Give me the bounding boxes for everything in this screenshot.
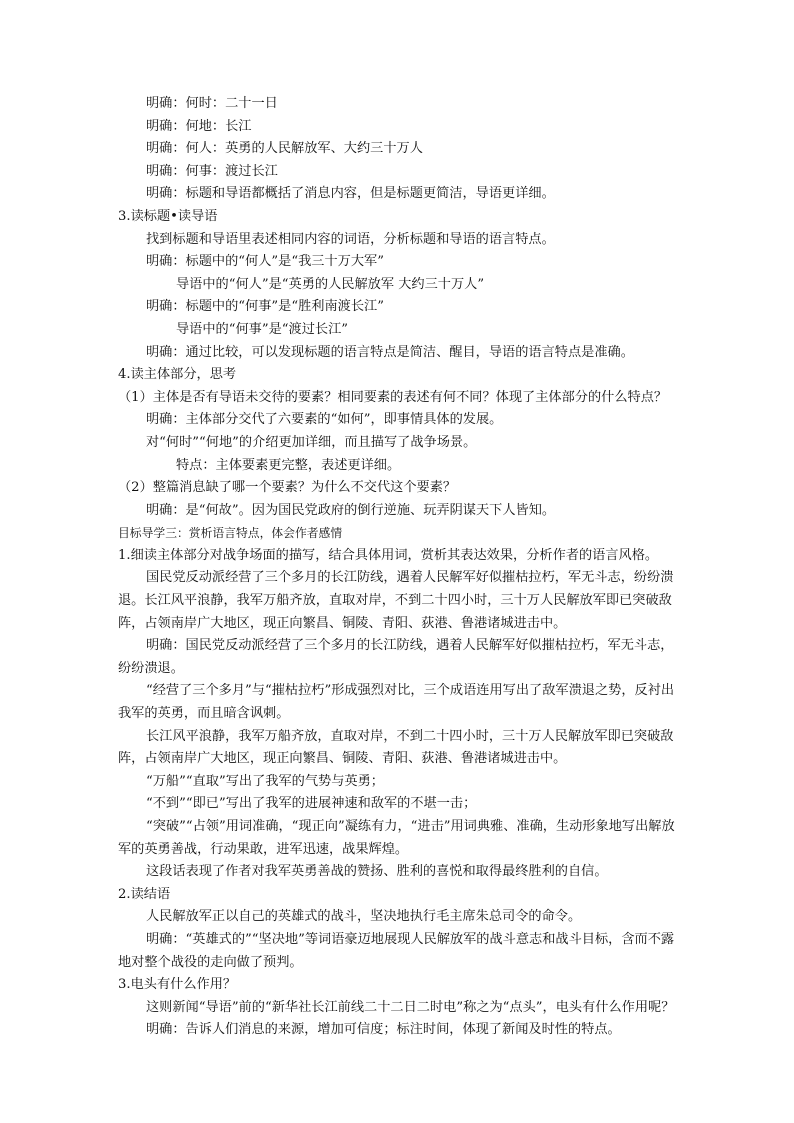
question-1: （1）主体是否有导语未交待的要素？相同要素的表述有何不同？体现了主体部分的什么特点？ (118, 389, 668, 405)
answer-passage-1: 明确：国民党反动派经营了三个多月的长江防线，遇着人民解军好似摧枯拉朽，军无斗志，纷纷溃退。 (118, 638, 674, 676)
quoted-passage-2: 长江风平浪静，我军万船齐放，直取对岸，不到二十四小时，三十万人民解放军即已突破敌阵，占领南岸广大地区，现正向繁昌、铜陵、青阳、荻港、鲁港诸城进击中。 (118, 728, 674, 767)
section-heading-3: 3.读标题•读导语 (118, 208, 218, 224)
answer-dateline: 明确：告诉人们消息的来源，增加可信度；标注时间，体现了新闻及时性的特点。 (146, 1022, 621, 1038)
analysis-budao: “不到”“即已”写出了我军的进展神速和敌军的不堪一击； (146, 796, 477, 812)
analysis-wanchuan: “万船”“直取”写出了我军的气势与英勇； (146, 773, 384, 789)
analysis-1: “经营了三个多月”与“摧枯拉朽”形成强烈对比，三个成语连用写出了敌军溃退之势，反衬出我军的英勇，而且暗含讽刺。 (118, 683, 675, 722)
analysis-summary: 这段话表现了作者对我军英勇善战的赞扬、胜利的喜悦和取得最终胜利的自信。 (146, 864, 608, 880)
answer-who: 明确：何人：英勇的人民解放军、大约三十万人 (146, 141, 423, 157)
section-heading-1: 1.细读主体部分对战争场面的描写，结合具体用词，赏析其表达效果，分析作者的语言风格。 (118, 547, 659, 563)
section-heading-3b: 3.电头有什么作用？ (118, 977, 237, 993)
quoted-passage: 国民党反动派经营了三个多月的长江防线，遇着人民解军好似摧枯拉朽，军无斗志，纷纷溃退。长江风平浪静，我军万船齐放，直取对岸，不到二十四小时，三十万人民解放军即已突破敌阵，占领南岸广大地区，现正向繁昌、铜陵、青阳、荻港、鲁港诸城进击中。 (118, 570, 674, 631)
document-body (118, 93, 678, 1042)
answer-lead-what: 导语中的“何事”是“渡过长江” (176, 321, 349, 337)
section-heading-4: 4.读主体部分，思考 (118, 367, 237, 383)
answer-lead-who: 导语中的“何人”是“英勇的人民解放军 大约三十万人” (176, 276, 485, 292)
answer-q1: 明确：主体部分交代了六要素的“如何”，即事情具体的发展。 (146, 412, 503, 428)
section-heading-2: 2.读结语 (118, 886, 171, 902)
question-dateline: 这则新闻“导语”前的“新华社长江前线二十二日二时电”称之为“点头”，电头有什么作用呢？ (146, 999, 675, 1015)
answer-q2: 明确：是“何故”。因为国民党政府的倒行逆施、玩弄阴谋天下人皆知。 (146, 502, 556, 518)
answer-q1-detail: 对“何时”“何地”的介绍更加详细，而且描写了战争场景。 (146, 434, 477, 450)
answer-what: 明确：何事：渡过长江 (146, 163, 278, 179)
question-2: （2）整篇消息缺了哪一个要素？为什么不交代这个要素？ (118, 480, 457, 496)
goal-heading-3: 目标导学三：赏析语言特点，体会作者感情 (118, 526, 343, 541)
task-text: 找到标题和导语里表述相同内容的词语，分析标题和导语的语言特点。 (146, 231, 555, 247)
answer-when: 明确：何时：二十一日 (146, 96, 278, 111)
answer-q1-feature: 特点：主体要素更完整，表述更详细。 (176, 457, 401, 473)
answer-where: 明确：何地：长江 (146, 118, 252, 134)
analysis-tupo: “突破”“占领”用词准确，“现正向”凝练有力，“进击”用词典雅、准确，生动形象地写出解放军的英勇善战，行动果敢，进军迅速，战果辉煌。 (118, 819, 675, 857)
answer-title-who: 明确：标题中的“何人”是“我三十万大军” (146, 254, 384, 270)
answer-summary: 明确：标题和导语都概括了消息内容，但是标题更简洁，导语更详细。 (146, 186, 555, 202)
answer-comparison: 明确：通过比较，可以发现标题的语言特点是简洁、醒目，导语的语言特点是准确。 (146, 344, 634, 360)
conclusion-text: 人民解放军正以自己的英雄式的战斗，坚决地执行毛主席朱总司令的命令。 (146, 909, 582, 925)
answer-title-what: 明确：标题中的“何事”是“胜利南渡长江” (146, 299, 384, 315)
answer-conclusion: 明确：“英雄式的”“坚决地”等词语豪迈地展现人民解放军的战斗意志和战斗目标，含而不露地对整个战役的走向做了预判。 (118, 931, 675, 970)
